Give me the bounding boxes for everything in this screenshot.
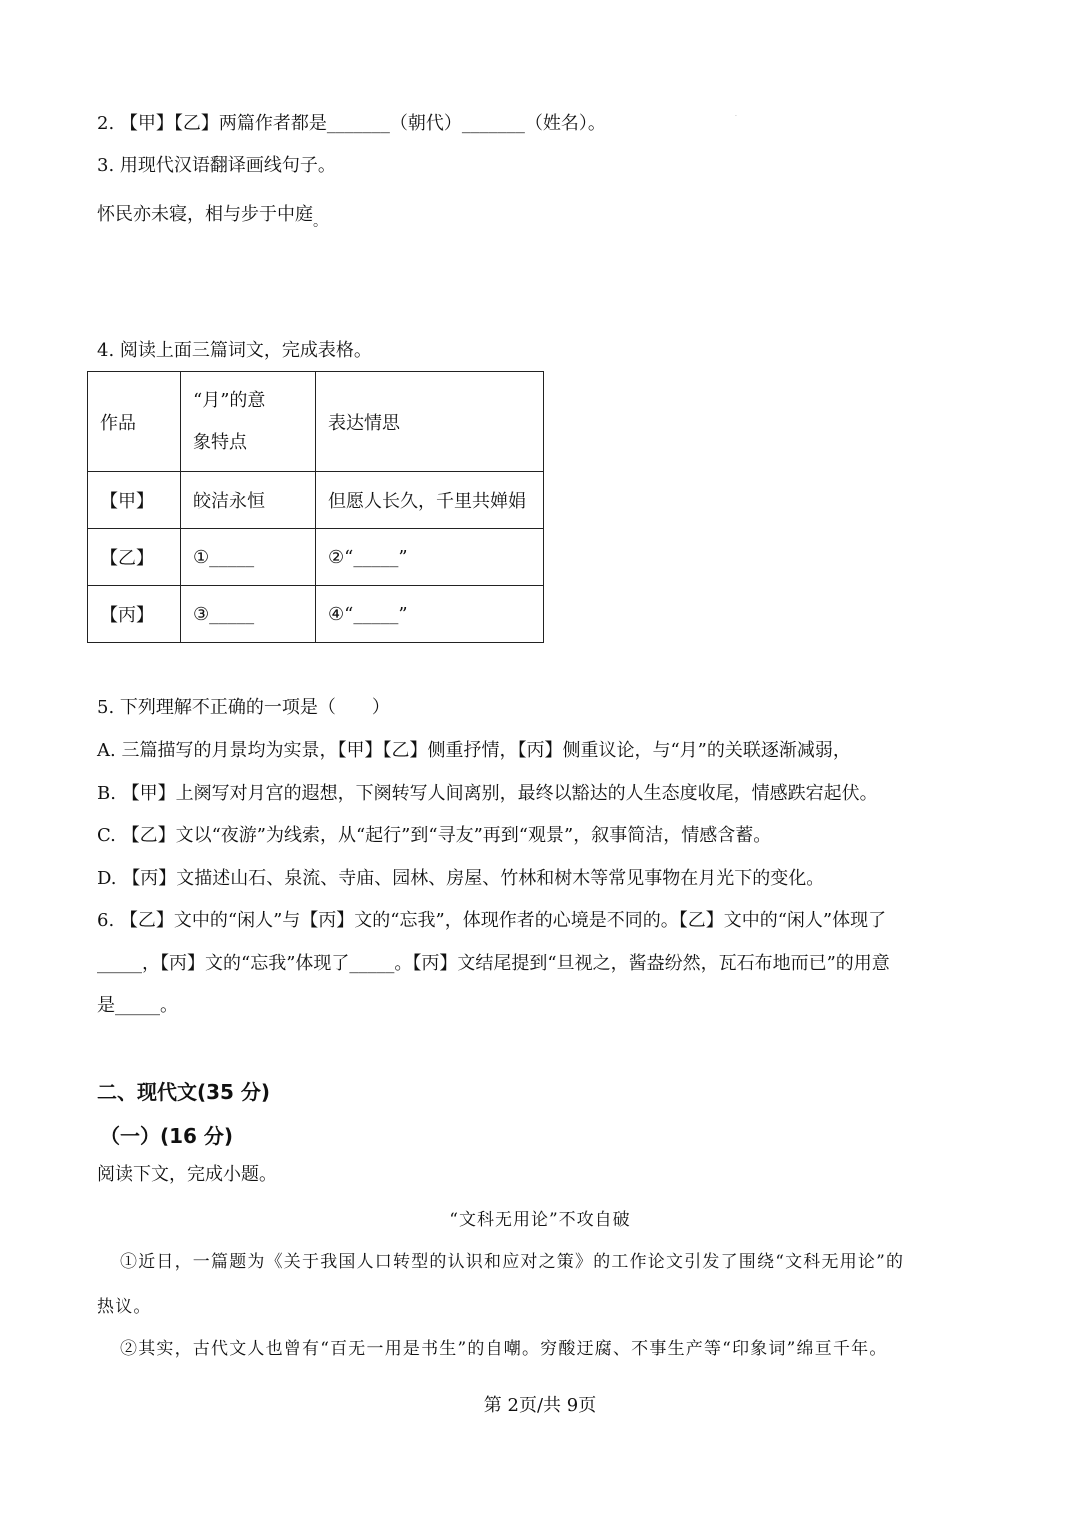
- scan-speck: ·: [735, 113, 737, 120]
- question-6-line-2: _____，【丙】文的“忘我”体现了_____。【丙】文结尾提到“旦视之，酱盎纷然，瓦石布地而已”的用意: [97, 953, 890, 974]
- question-2: 2. 【甲】【乙】两篇作者都是_______（朝代）_______（姓名）。: [97, 113, 606, 134]
- underlined-sentence: 怀民亦未寝，相与步于中庭: [97, 204, 313, 225]
- paragraph-1-line-1: ①近日，一篇题为《关于我国人口转型的认识和应对之策》的工作论文引发了围绕“文科无用论”的: [120, 1252, 905, 1272]
- cell-work: 【甲】: [88, 472, 181, 529]
- section-heading: 二、现代文(35 分): [97, 1080, 271, 1104]
- option-a: A. 三篇描写的月景均为实景，【甲】【乙】侧重抒情，【丙】侧重议论，与“月”的关联逐渐减弱，: [97, 740, 851, 761]
- cell-feature: 皎洁永恒: [181, 472, 316, 529]
- cell-work: 【丙】: [88, 586, 181, 643]
- table-row: [88, 472, 544, 529]
- answer-table: [87, 371, 544, 643]
- question-6-line-3: 是_____。: [97, 995, 178, 1016]
- table-header-row: [88, 372, 544, 472]
- cell-emotion: ④“_____”: [316, 586, 544, 643]
- sentence-period: 。: [313, 214, 327, 230]
- question-3-sentence: [97, 203, 327, 234]
- cell-feature: ③_____: [181, 586, 316, 643]
- question-3: 3. 用现代汉语翻译画线句子。: [97, 155, 336, 176]
- table-row: [88, 586, 544, 643]
- page-number: 第 2页/共 9页: [483, 1395, 597, 1416]
- header-work: 作品: [88, 372, 181, 472]
- header-emotion: 表达情思: [316, 372, 544, 472]
- cell-emotion: 但愿人长久，千里共婵娟: [316, 472, 544, 529]
- option-d: D. 【丙】文描述山石、泉流、寺庙、园林、房屋、竹林和树木等常见事物在月光下的变化。: [97, 868, 825, 889]
- cell-feature: ①_____: [181, 529, 316, 586]
- option-b: B. 【甲】上阕写对月宫的遐想，下阕转写人间离别，最终以豁达的人生态度收尾，情感跌宕起伏。: [97, 783, 878, 804]
- reading-instruction: 阅读下文，完成小题。: [97, 1164, 277, 1185]
- table-row: [88, 529, 544, 586]
- cell-work: 【乙】: [88, 529, 181, 586]
- header-feature: “月”的意 象特点: [181, 372, 316, 472]
- question-6-line-1: 6. 【乙】文中的“闲人”与【丙】文的“忘我”，体现作者的心境是不同的。【乙】文中的“闲人”体现了: [97, 910, 887, 931]
- cell-emotion: ②“_____”: [316, 529, 544, 586]
- option-c: C. 【乙】文以“夜游”为线索，从“起行”到“寻友”再到“观景”，叙事简洁，情感含蓄。: [97, 825, 772, 846]
- paragraph-1-line-2: 热议。: [97, 1297, 152, 1317]
- question-5: 5. 下列理解不正确的一项是（ ）: [97, 697, 390, 718]
- question-4: 4. 阅读上面三篇词文，完成表格。: [97, 340, 372, 361]
- article-title: “文科无用论”不攻自破: [449, 1210, 631, 1230]
- subsection-heading: （一）(16 分): [100, 1124, 234, 1148]
- paragraph-2-line-1: ②其实，古代文人也曾有“百无一用是书生”的自嘲。穷酸迂腐、不事生产等“印象词”绵亘千年。: [120, 1339, 888, 1359]
